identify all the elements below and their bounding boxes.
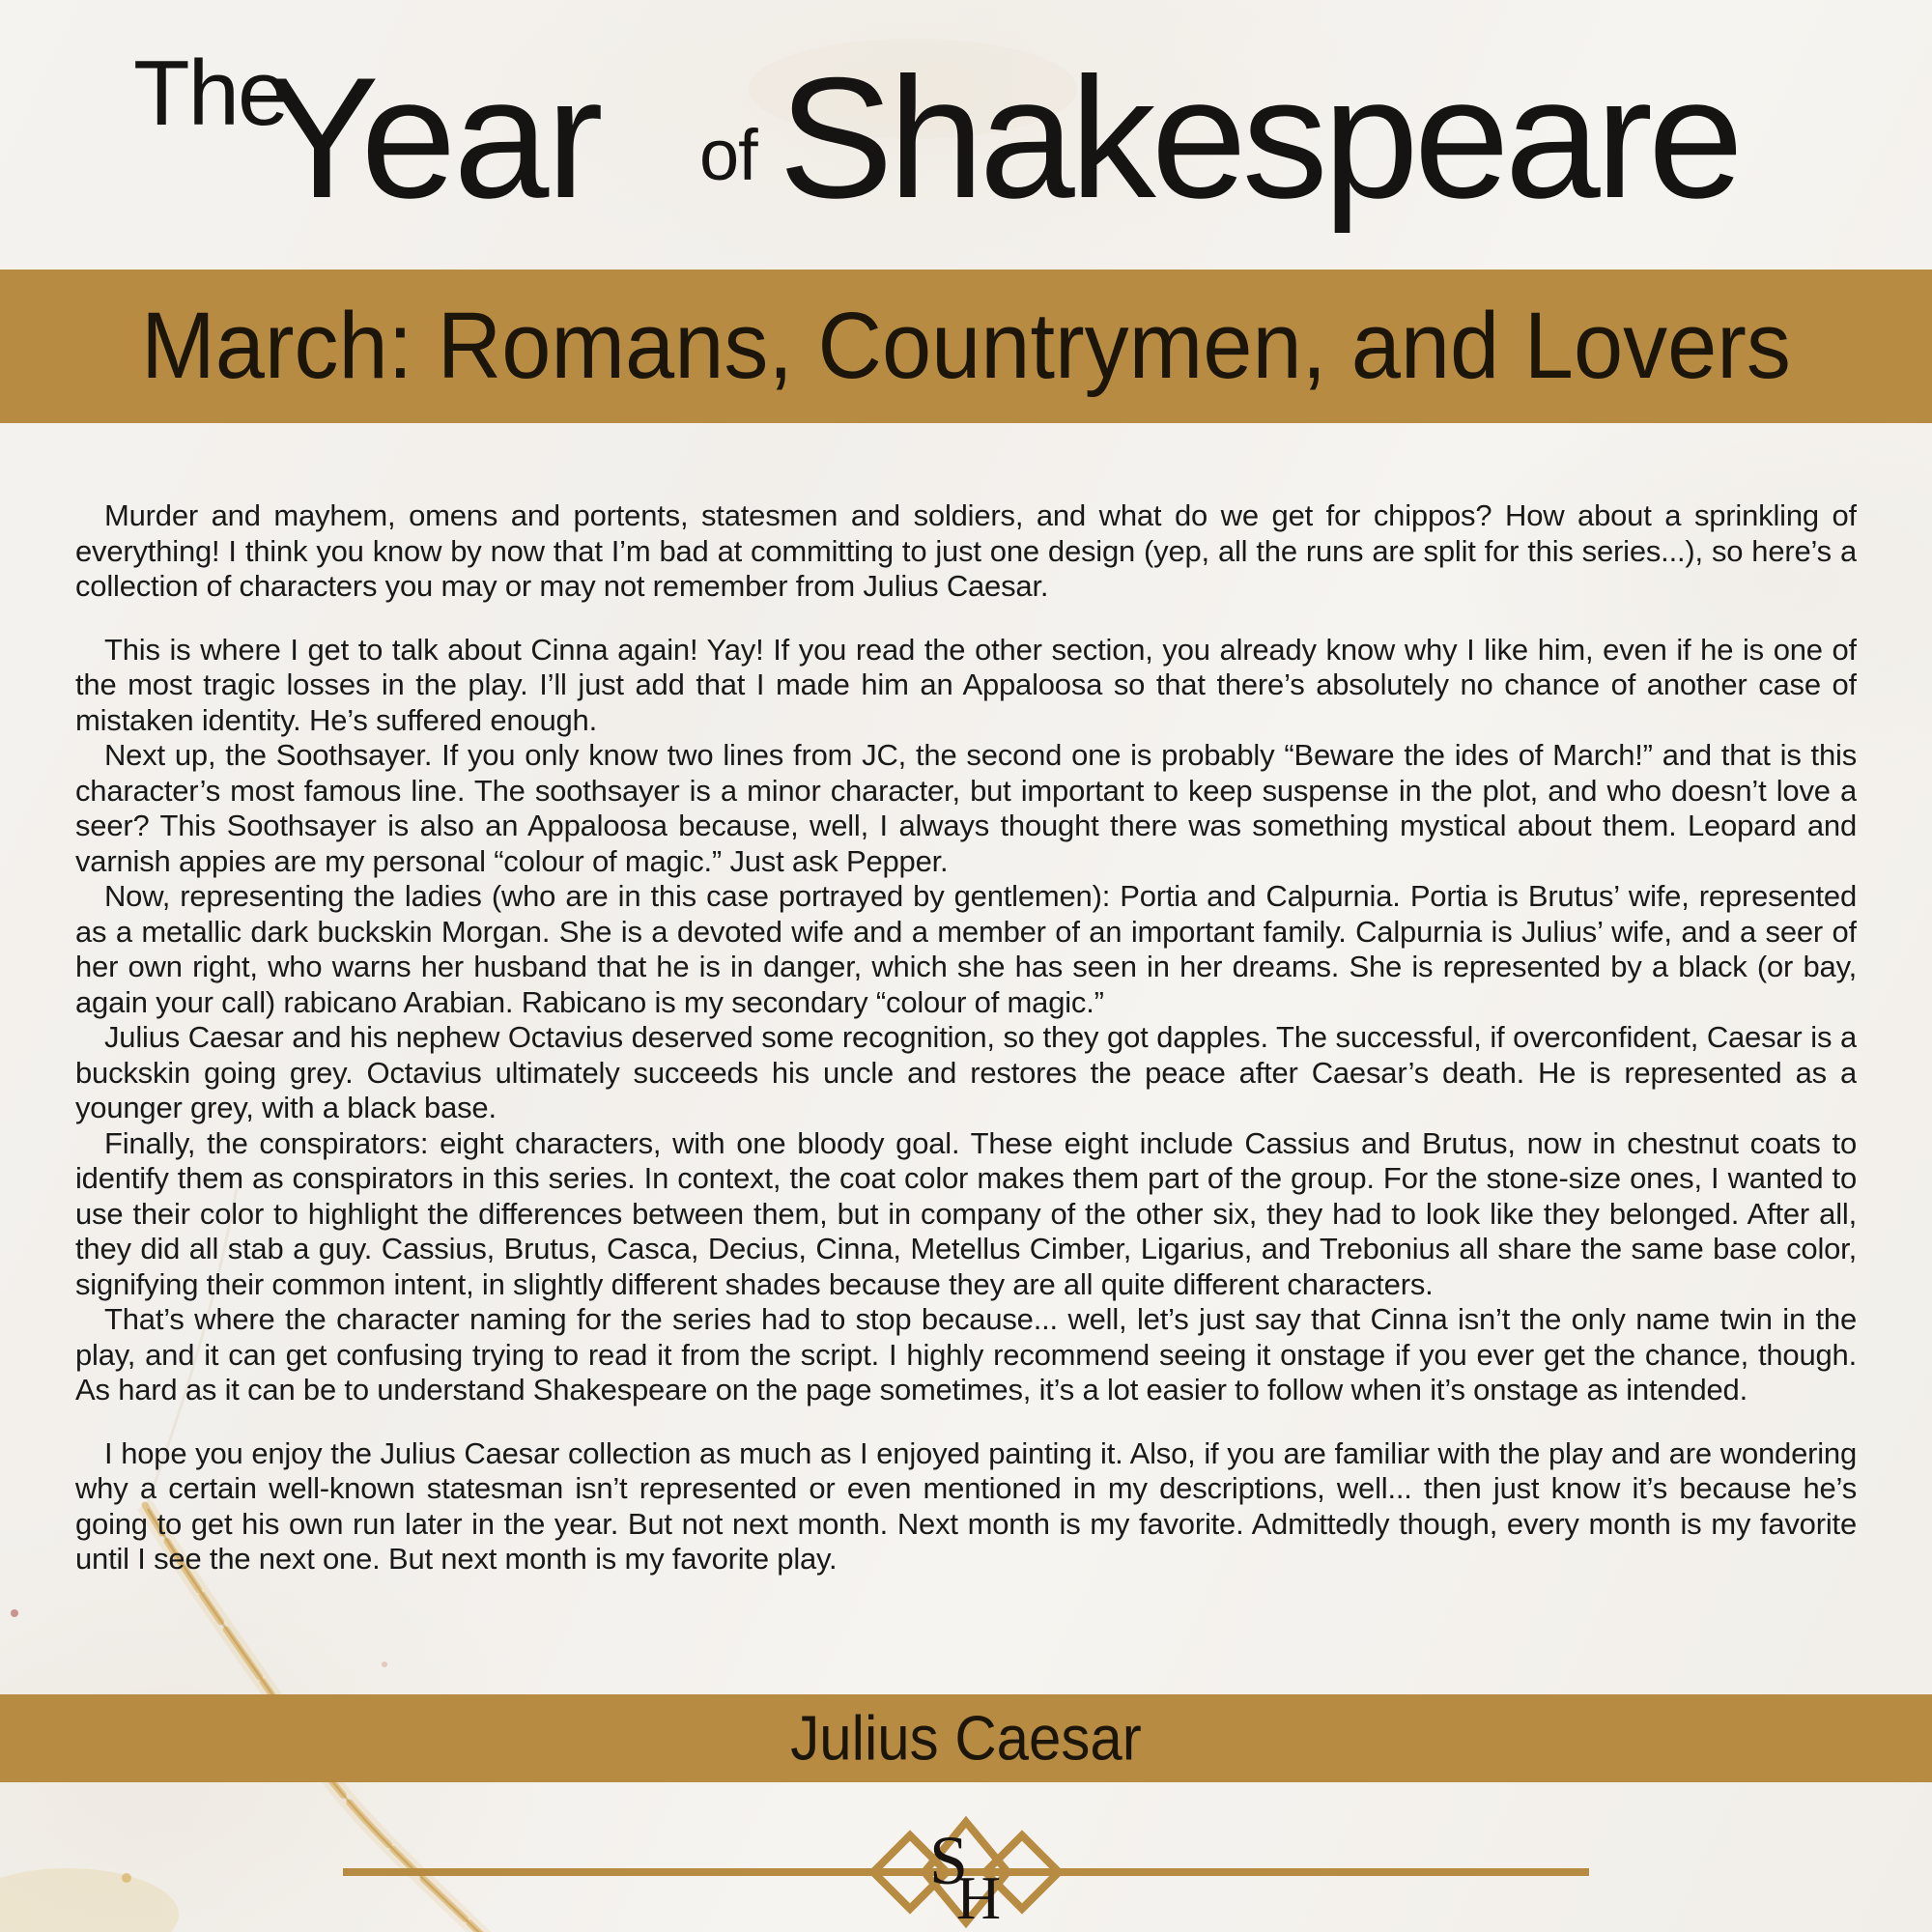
logo-graphic (0, 1797, 1932, 1932)
paragraph-intro: Murder and mayhem, omens and portents, statesmen and soldiers, and what do we get for chippos? How about a sprinkling of everything! I think you know by now that I’m bad at committing to just one design (yep, all the runs are split for this series...), so here’s a collection of characters you may or may not remember from Julius Caesar. (75, 498, 1857, 603)
paragraph-soothsayer: Next up, the Soothsayer. If you only know two lines from JC, the second one is probably “Beware the ides of March!” and that is this character’s most famous line. The soothsayer is a minor character, but important to keep suspense in the plot, and who doesn’t love a seer? This Soothsayer is also an Appaloosa because, well, I always thought there was something mystical about them. Leopard and varnish appies are my personal “colour of magic.” Just ask Pepper. (75, 738, 1857, 878)
paragraph-caesar-octavius: Julius Caesar and his nephew Octavius deserved some recognition, so they got dapples. The successful, if overconfident, Caesar is a buckskin going grey. Octavius ultimately succeeds his uncle and restores the peace after Caesar’s death. He is represented as a younger grey, with a black base. (75, 1020, 1857, 1124)
monogram-letter-s: S (928, 1822, 969, 1899)
subtitle-banner (0, 270, 1932, 423)
play-title-banner (0, 1694, 1932, 1782)
subtitle-banner-text: March: Romans, Countrymen, and Lovers (141, 293, 1791, 399)
monogram-letter-h: H (955, 1863, 1002, 1932)
paragraph-conspirators: Finally, the conspirators: eight characters, with one bloody goal. These eight include Cassius and Brutus, now in chestnut coats to identify them as conspirators in this series. In context, the coat color makes them part of the group. For the stone-size ones, I wanted to use their color to highlight the differences between them, but in company of the other six, they had to look like they belonged. After all, they did all stab a guy. Cassius, Brutus, Casca, Decius, Cinna, Metellus Cimber, Ligarius, and Trebonius all share the same base color, signifying their common intent, in slightly different shades because they are all quite different characters. (75, 1125, 1857, 1301)
title-word-year: Year (265, 42, 601, 234)
paragraph-cinna: This is where I get to talk about Cinna again! Yay! If you read the other section, you already know why I like him, even if he is one of the most tragic losses in the play. I’ll just add that I made him an Appaloosa so that there’s absolutely no chance of another case of mistaken identity. He’s suffered enough. (75, 632, 1857, 737)
paragraph-closing: I hope you enjoy the Julius Caesar collection as much as I enjoyed painting it. Also, if you are familiar with the play and are wondering why a certain well-known statesman isn’t represented or even mentioned in my descriptions, well... then just know it’s because he’s going to get his own run later in the year. But not next month. Next month is my favorite. Admittedly though, every month is my favorite until I see the next one. But next month is my favorite play. (75, 1435, 1857, 1576)
page-title (0, 0, 1932, 270)
play-title-banner-text: Julius Caesar (790, 1703, 1142, 1774)
title-connector: of (699, 115, 757, 195)
paragraph-naming: That’s where the character naming for the series had to stop because... well, let’s just say that Cinna isn’t the only name twin in the play, and it can get confusing trying to read it from the script. I highly recommend seeing it onstage if you ever get the chance, though. As hard as it can be to understand Shakespeare on the page sometimes, it’s a lot easier to follow when it’s onstage as intended. (75, 1302, 1857, 1406)
paragraph-ladies: Now, representing the ladies (who are in this case portrayed by gentlemen): Portia and Calpurnia. Portia is Brutus’ wife, represented as a metallic dark buckskin Morgan. She is a devoted wife and a member of an important family. Calpurnia is Julius’ wife, and a seer of her own right, who warns her husband that he is in danger, which she has seen in her dreams. She is represented by a black (or bay, again your call) rabicano Arabian. Rabicano is my secondary “colour of magic.” (75, 879, 1857, 1019)
article-body (75, 498, 1857, 1687)
studio-logo (0, 1797, 1932, 1932)
marble-speck (11, 1609, 18, 1617)
title-prefix: The (133, 42, 288, 145)
title-word-shakespeare: Shakespeare (779, 42, 1739, 234)
